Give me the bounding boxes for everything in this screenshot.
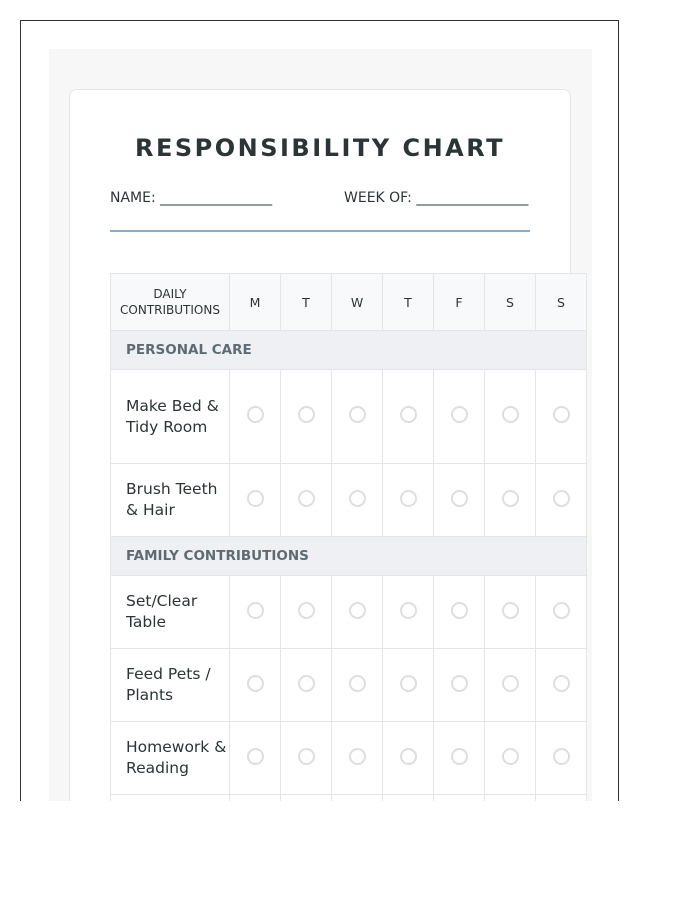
empty-cell [281,795,332,802]
page-title: RESPONSIBILITY CHART [134,134,506,162]
empty-cell [230,795,281,802]
check-cell-fri[interactable] [434,370,485,464]
section-row [111,537,587,576]
section-title-personal-care: PERSONAL CARE [111,331,587,370]
header-day-wednesday: W [332,274,383,331]
responsibility-table [110,273,587,801]
check-cell-tue[interactable] [281,576,332,649]
checkbox-circle-icon[interactable] [451,602,468,619]
check-cell-fri[interactable] [434,464,485,537]
empty-cell [536,795,587,802]
check-cell-wed[interactable] [332,649,383,722]
check-cell-wed[interactable] [332,722,383,795]
check-cell-tue[interactable] [281,649,332,722]
header-day-tuesday: T [281,274,332,331]
empty-cell [434,795,485,802]
checkbox-circle-icon[interactable] [502,675,519,692]
table-header-row [111,274,587,331]
empty-cell [332,795,383,802]
header-daily-contributions: DAILY CONTRIBUTIONS [111,274,230,331]
checkbox-circle-icon[interactable] [349,748,366,765]
chart-table-container [110,273,587,801]
checkbox-circle-icon[interactable] [349,490,366,507]
week-of-field[interactable]: WEEK OF: ________________ [344,190,529,206]
checkbox-circle-icon[interactable] [349,602,366,619]
header-day-monday: M [230,274,281,331]
checkbox-circle-icon[interactable] [400,675,417,692]
check-cell-thu[interactable] [383,722,434,795]
section-title-family-contributions: FAMILY CONTRIBUTIONS [111,537,587,576]
checkbox-circle-icon[interactable] [400,602,417,619]
task-label: Set/Clear Table [111,576,230,649]
check-cell-tue[interactable] [281,722,332,795]
check-cell-sat[interactable] [485,370,536,464]
check-cell-fri[interactable] [434,722,485,795]
task-label: Feed Pets / Plants [111,649,230,722]
check-cell-sat[interactable] [485,722,536,795]
checkbox-circle-icon[interactable] [451,490,468,507]
check-cell-sat[interactable] [485,649,536,722]
checkbox-circle-icon[interactable] [553,675,570,692]
checkbox-circle-icon[interactable] [349,406,366,423]
check-cell-mon[interactable] [230,649,281,722]
header-day-sunday: S [536,274,587,331]
checkbox-circle-icon[interactable] [298,748,315,765]
page-frame [20,20,619,801]
checkbox-circle-icon[interactable] [553,602,570,619]
task-label-empty [111,795,230,802]
checkbox-circle-icon[interactable] [247,602,264,619]
check-cell-tue[interactable] [281,464,332,537]
checkbox-circle-icon[interactable] [349,675,366,692]
check-cell-sun[interactable] [536,649,587,722]
check-cell-mon[interactable] [230,722,281,795]
section-row [111,331,587,370]
check-cell-mon[interactable] [230,370,281,464]
task-row-partial [111,795,587,802]
checkbox-circle-icon[interactable] [451,748,468,765]
checkbox-circle-icon[interactable] [247,675,264,692]
title-divider [110,230,530,232]
checkbox-circle-icon[interactable] [298,602,315,619]
checkbox-circle-icon[interactable] [400,490,417,507]
check-cell-thu[interactable] [383,649,434,722]
check-cell-sat[interactable] [485,576,536,649]
check-cell-wed[interactable] [332,464,383,537]
check-cell-mon[interactable] [230,576,281,649]
checkbox-circle-icon[interactable] [451,675,468,692]
checkbox-circle-icon[interactable] [400,406,417,423]
checkbox-circle-icon[interactable] [553,406,570,423]
check-cell-sun[interactable] [536,722,587,795]
header-day-thursday: T [383,274,434,331]
checkbox-circle-icon[interactable] [502,748,519,765]
check-cell-mon[interactable] [230,464,281,537]
check-cell-thu[interactable] [383,576,434,649]
chart-card [69,89,571,801]
task-row [111,464,587,537]
check-cell-tue[interactable] [281,370,332,464]
checkbox-circle-icon[interactable] [298,675,315,692]
checkbox-circle-icon[interactable] [502,406,519,423]
check-cell-fri[interactable] [434,649,485,722]
checkbox-circle-icon[interactable] [298,406,315,423]
header-day-friday: F [434,274,485,331]
page-background-panel [49,49,592,801]
check-cell-thu[interactable] [383,464,434,537]
checkbox-circle-icon[interactable] [502,602,519,619]
header-day-saturday: S [485,274,536,331]
check-cell-sun[interactable] [536,576,587,649]
checkbox-circle-icon[interactable] [502,490,519,507]
check-cell-sun[interactable] [536,370,587,464]
check-cell-wed[interactable] [332,576,383,649]
check-cell-sun[interactable] [536,464,587,537]
name-field[interactable]: NAME: ________________ [110,190,273,206]
checkbox-circle-icon[interactable] [247,490,264,507]
empty-cell [383,795,434,802]
task-row [111,576,587,649]
check-cell-thu[interactable] [383,370,434,464]
check-cell-wed[interactable] [332,370,383,464]
checkbox-circle-icon[interactable] [553,490,570,507]
checkbox-circle-icon[interactable] [247,748,264,765]
task-label: Homework & Reading [111,722,230,795]
empty-cell [485,795,536,802]
checkbox-circle-icon[interactable] [298,490,315,507]
checkbox-circle-icon[interactable] [247,406,264,423]
task-row [111,722,587,795]
checkbox-circle-icon[interactable] [400,748,417,765]
check-cell-fri[interactable] [434,576,485,649]
task-label: Make Bed & Tidy Room [111,370,230,464]
task-row [111,370,587,464]
task-label: Brush Teeth & Hair [111,464,230,537]
checkbox-circle-icon[interactable] [451,406,468,423]
checkbox-circle-icon[interactable] [553,748,570,765]
check-cell-sat[interactable] [485,464,536,537]
task-row [111,649,587,722]
